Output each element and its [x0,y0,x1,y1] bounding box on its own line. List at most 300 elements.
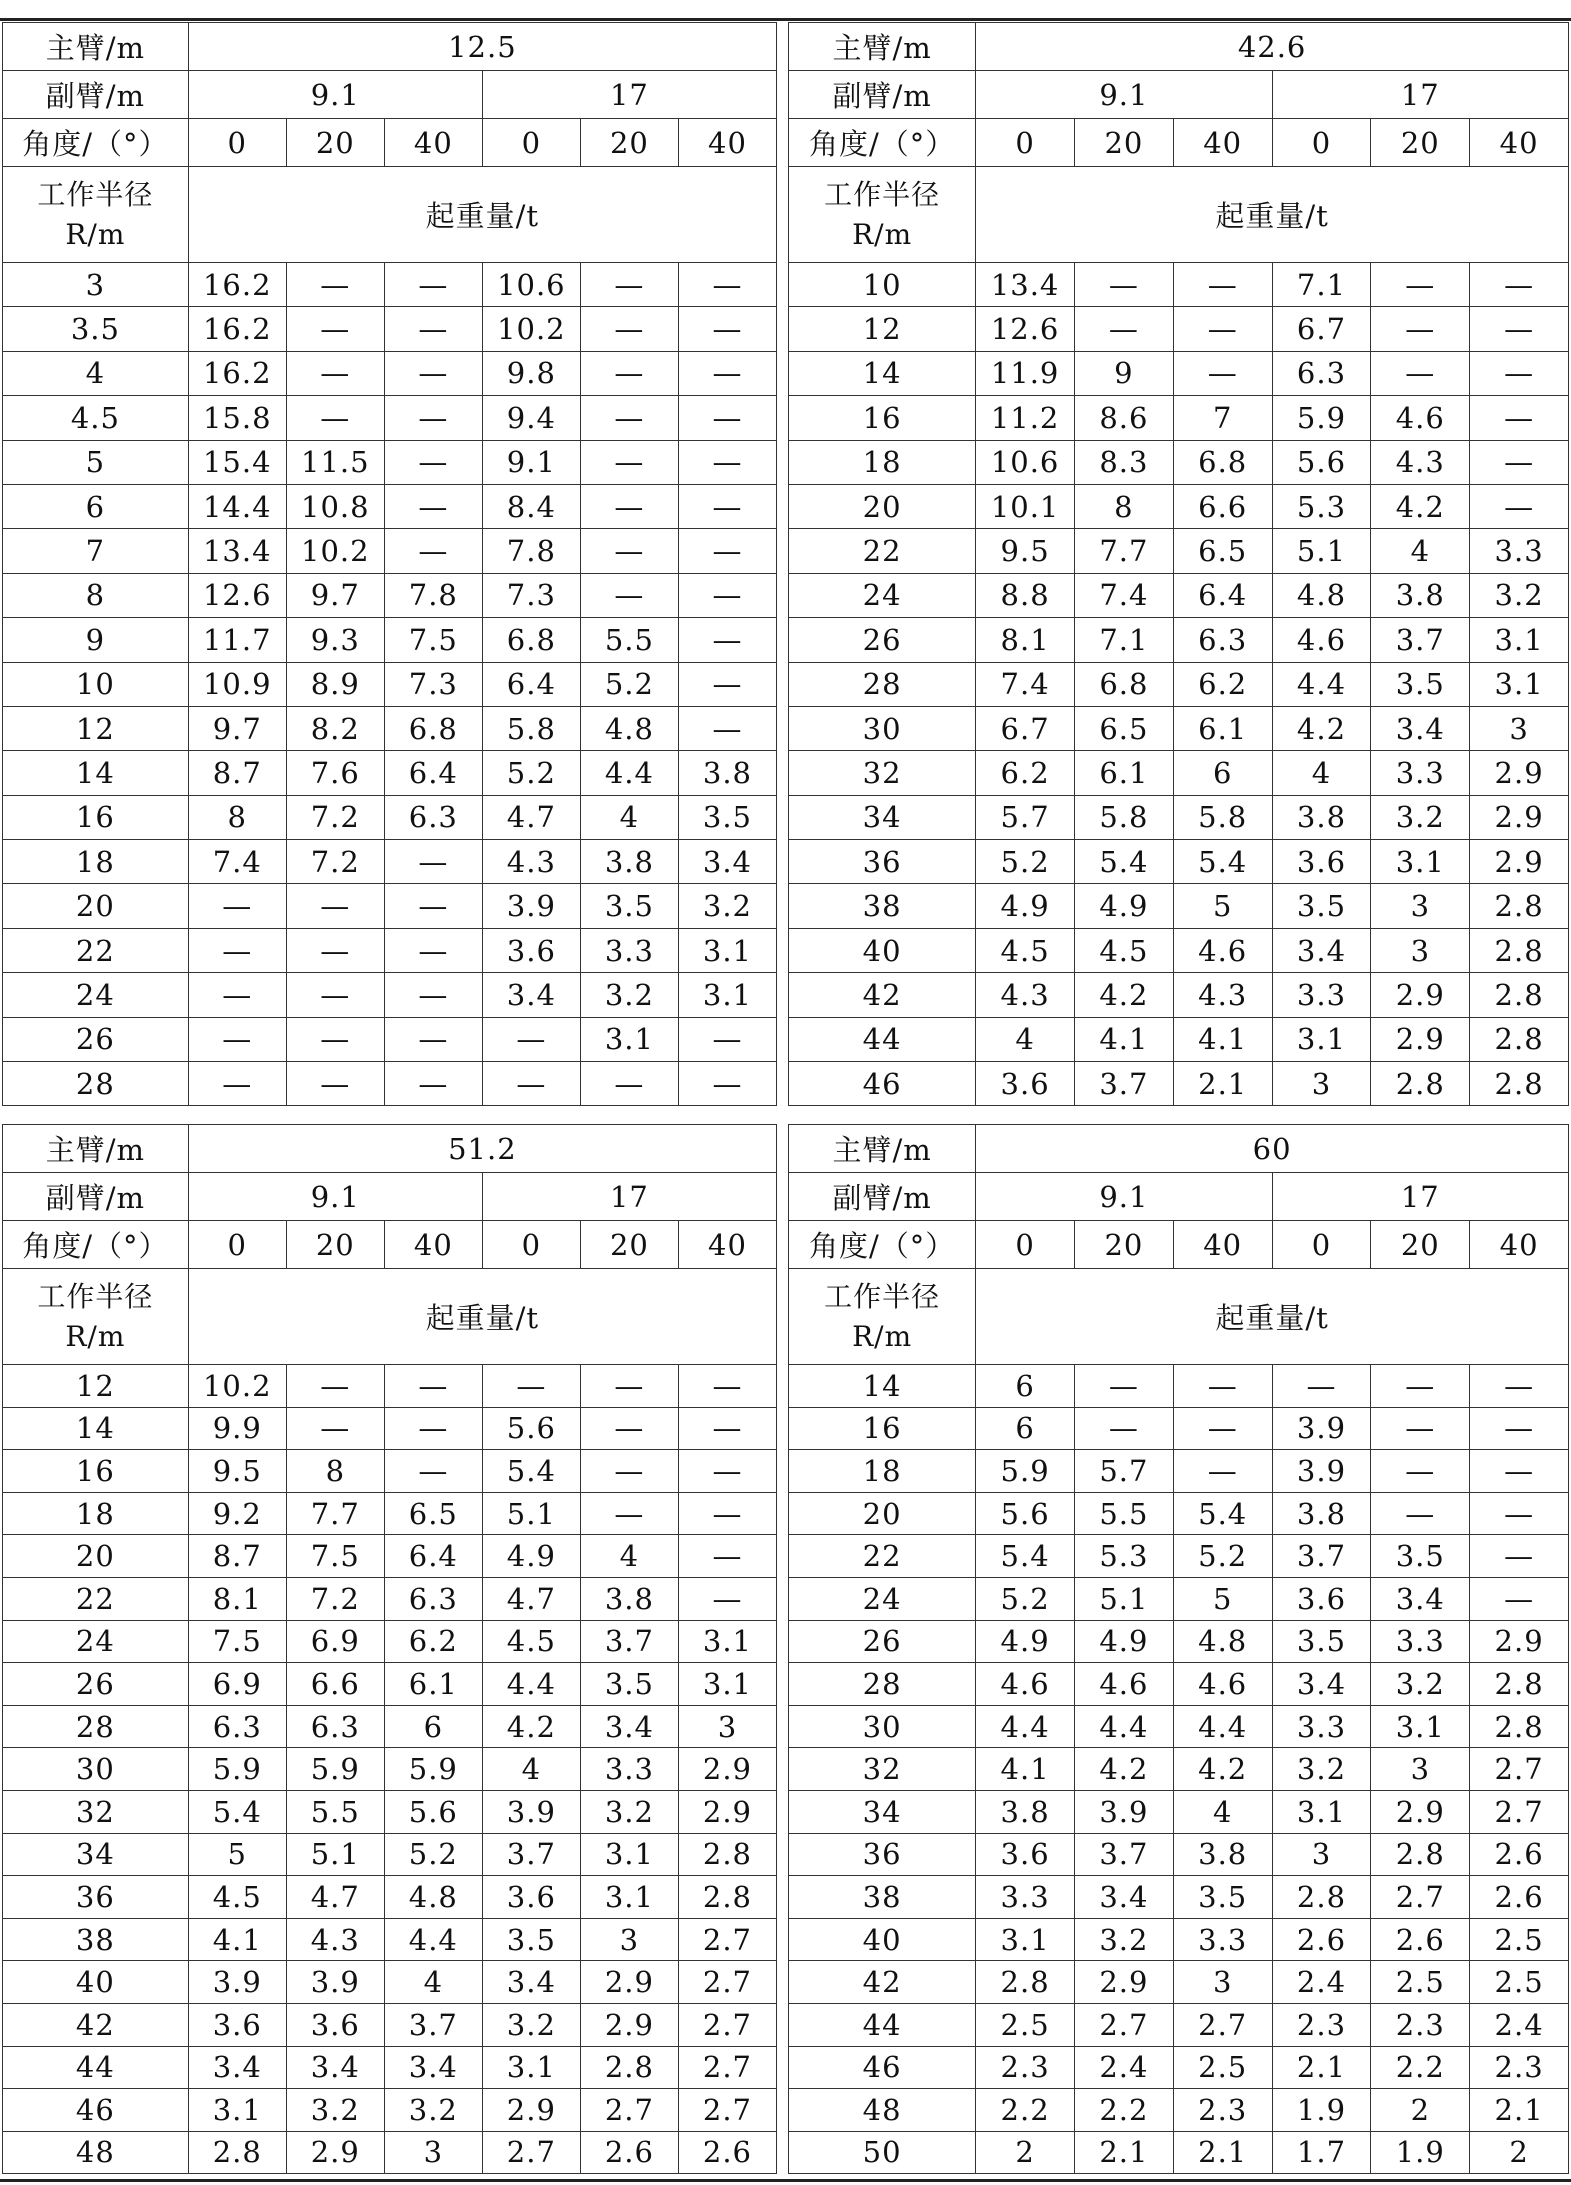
radius-value: 20 [789,484,976,528]
capacity-value: 2.8 [1470,973,1569,1017]
table-row [789,529,1569,573]
capacity-value: 5.9 [384,1748,482,1791]
table-row [789,2003,1569,2046]
capacity-value: 11.9 [976,351,1075,395]
table-row [789,351,1569,395]
capacity-value: 3.7 [384,2003,482,2046]
capacity-value: — [384,351,482,395]
table-row [3,973,777,1017]
capacity-value: 3 [1371,884,1470,928]
capacity-value: — [1075,307,1174,351]
jib-label: 副臂/m [789,71,976,119]
capacity-value: 3.9 [286,1961,384,2004]
capacity-value: 9.9 [188,1407,286,1450]
table-row [3,751,777,795]
capacity-value: — [678,307,776,351]
main-boom-value: 12.5 [188,23,776,71]
capacity-value: 11.2 [976,396,1075,440]
capacity-value: 2.6 [678,2131,776,2174]
radius-value: 16 [3,1450,189,1493]
table-row [3,573,777,617]
capacity-value: 4.2 [1075,1748,1174,1791]
radius-value: 42 [789,973,976,1017]
capacity-value: 4 [580,795,678,839]
capacity-value: 3.8 [1272,795,1371,839]
capacity-value: 3.5 [580,884,678,928]
capacity-value: 2.9 [1371,1790,1470,1833]
radius-value: 9 [3,618,189,662]
capacity-value: 6.5 [384,1492,482,1535]
main-boom-label: 主臂/m [789,1125,976,1173]
capacity-value: 3.3 [1272,1705,1371,1748]
capacity-value: — [678,1577,776,1620]
capacity-value: 3.1 [1272,1790,1371,1833]
table-row [789,1407,1569,1450]
capacity-value: 3.9 [1075,1790,1174,1833]
capacity-value: 4.1 [976,1748,1075,1791]
capacity-value: 7.8 [482,529,580,573]
capacity-value: 5.4 [1173,1492,1272,1535]
radius-label [789,167,976,263]
capacity-value: 4.1 [1173,1017,1272,1061]
capacity-value: 3.2 [678,884,776,928]
capacity-value: 10.6 [482,263,580,307]
main-boom-value: 60 [976,1125,1569,1173]
capacity-value: 3 [1470,706,1569,750]
main-boom-label: 主臂/m [3,1125,189,1173]
capacity-value: 3.3 [1371,751,1470,795]
capacity-value: — [384,973,482,1017]
capacity-value: — [384,396,482,440]
capacity-value: — [678,263,776,307]
capacity-value: 8.9 [286,662,384,706]
capacity-value: 10.2 [286,529,384,573]
capacity-value: 6.4 [482,662,580,706]
capacity-value: 3.5 [1272,884,1371,928]
capacity-value: 3.6 [1272,1577,1371,1620]
capacity-value: — [678,1535,776,1578]
capacity-value: — [678,706,776,750]
capacity-value: — [1371,1450,1470,1493]
radius-value: 12 [3,1365,189,1408]
capacity-value: 3.2 [580,1790,678,1833]
capacity-value: — [188,884,286,928]
radius-value: 18 [789,1450,976,1493]
capacity-value: 2.6 [1371,1918,1470,1961]
capacity-value: 4.6 [1272,618,1371,662]
radius-value: 3 [3,263,189,307]
capacity-value: 3.6 [976,1833,1075,1876]
capacity-value: 4.1 [188,1918,286,1961]
capacity-value: — [1173,1450,1272,1493]
capacity-label: 起重量/t [188,1269,776,1365]
capacity-value: 2.8 [580,2046,678,2089]
capacity-value: 5.8 [1075,795,1174,839]
capacity-value: 3 [1272,1833,1371,1876]
capacity-value: 2.3 [976,2046,1075,2089]
capacity-value: 3.5 [1371,662,1470,706]
capacity-value: 11.7 [188,618,286,662]
capacity-value: — [1371,351,1470,395]
table-row [3,618,777,662]
table-row [3,2046,777,2089]
capacity-value: 6.6 [1173,484,1272,528]
table-row [3,662,777,706]
capacity-value: — [286,1365,384,1408]
angle-value: 20 [1371,119,1470,167]
capacity-value: 4.8 [384,1876,482,1919]
capacity-value: 6.3 [286,1705,384,1748]
radius-value: 12 [789,307,976,351]
capacity-value: 4.4 [580,751,678,795]
capacity-value: 16.2 [188,307,286,351]
capacity-value: 2 [1470,2131,1569,2174]
capacity-value: — [580,1407,678,1450]
capacity-value: — [286,1017,384,1061]
table-row [789,1790,1569,1833]
capacity-value: — [580,484,678,528]
capacity-value: 6.2 [1173,662,1272,706]
table-bottom-rule [0,2179,1571,2182]
table-row [789,573,1569,617]
capacity-value: 2.9 [580,1961,678,2004]
capacity-value: 2.3 [1371,2003,1470,2046]
capacity-value: 2.9 [286,2131,384,2174]
radius-label-line1: 工作半径 [824,1279,941,1313]
table-row [3,1918,777,1961]
capacity-value: 3.4 [286,2046,384,2089]
capacity-value: 4.5 [188,1876,286,1919]
capacity-value: 3.4 [1272,1663,1371,1706]
radius-label-line2: R/m [65,217,126,251]
angle-value: 40 [1173,119,1272,167]
capacity-value: — [188,1017,286,1061]
capacity-value: 2.4 [1272,1961,1371,2004]
capacity-value: — [580,440,678,484]
capacity-value: 2.8 [1272,1876,1371,1919]
table-row [789,662,1569,706]
capacity-value: — [286,396,384,440]
capacity-value: 4.5 [976,928,1075,972]
capacity-value: 2.6 [580,2131,678,2174]
capacity-value: 3 [1371,1748,1470,1791]
capacity-value: — [678,1017,776,1061]
capacity-value: 2.6 [1470,1833,1569,1876]
table-row [789,1748,1569,1791]
capacity-value: 2.8 [1470,884,1569,928]
capacity-value: 3.1 [580,1833,678,1876]
capacity-value: 2.7 [1470,1748,1569,1791]
capacity-value: 2.5 [1371,1961,1470,2004]
capacity-value: 4.2 [1272,706,1371,750]
table-row [3,1062,777,1106]
load-table-block [788,22,1569,1106]
capacity-value: 5.9 [188,1748,286,1791]
capacity-value: — [1075,263,1174,307]
capacity-value: 6.8 [482,618,580,662]
capacity-value: 9.5 [976,529,1075,573]
angle-value: 40 [1470,1221,1569,1269]
capacity-value: 7.4 [188,840,286,884]
capacity-value: 8.7 [188,1535,286,1578]
capacity-value: 6.3 [384,1577,482,1620]
capacity-value: — [482,1062,580,1106]
capacity-value: 6.9 [286,1620,384,1663]
capacity-value: — [384,484,482,528]
jib-length-value: 9.1 [976,71,1272,119]
capacity-value: 6.3 [1272,351,1371,395]
capacity-value: 7.2 [286,840,384,884]
capacity-value: 6.3 [384,795,482,839]
capacity-value: 8.3 [1075,440,1174,484]
jib-label: 副臂/m [789,1173,976,1221]
load-table-block [788,1124,1569,2174]
capacity-value: 6.2 [976,751,1075,795]
angle-value: 0 [976,119,1075,167]
capacity-value: 4.4 [976,1705,1075,1748]
table-row [3,1663,777,1706]
capacity-value: 6.6 [286,1663,384,1706]
capacity-value: — [384,840,482,884]
capacity-value: 4.9 [482,1535,580,1578]
capacity-value: 8.1 [188,1577,286,1620]
radius-value: 4 [3,351,189,395]
capacity-value: — [580,396,678,440]
capacity-value: 9.4 [482,396,580,440]
capacity-value: 4.9 [1075,884,1174,928]
table-row [789,1620,1569,1663]
capacity-value: 4.7 [482,795,580,839]
capacity-value: 3.4 [1371,706,1470,750]
capacity-value: 4.6 [1173,928,1272,972]
capacity-value: 3.1 [1272,1017,1371,1061]
capacity-value: 5.6 [1272,440,1371,484]
capacity-value: 7.6 [286,751,384,795]
table-row [3,1017,777,1061]
capacity-value: 10.8 [286,484,384,528]
capacity-value: — [1371,1407,1470,1450]
capacity-value: 2.1 [1173,2131,1272,2174]
capacity-value: 3.8 [1371,573,1470,617]
radius-value: 24 [3,973,189,1017]
capacity-value: 3.8 [1272,1492,1371,1535]
radius-value: 26 [789,618,976,662]
capacity-value: 2.9 [482,2089,580,2132]
capacity-value: 2.5 [1470,1918,1569,1961]
capacity-value: 2.9 [580,2003,678,2046]
capacity-value: 7.1 [1272,263,1371,307]
capacity-value: — [1173,351,1272,395]
capacity-value: 6.7 [976,706,1075,750]
capacity-value: — [678,529,776,573]
radius-value: 18 [789,440,976,484]
radius-value: 4.5 [3,396,189,440]
capacity-value: 3.3 [1173,1918,1272,1961]
capacity-value: — [1075,1365,1174,1408]
capacity-value: 3.7 [1075,1833,1174,1876]
capacity-value: 3.2 [482,2003,580,2046]
capacity-value: 3.4 [580,1705,678,1748]
capacity-value: 2.9 [678,1790,776,1833]
radius-value: 32 [789,751,976,795]
capacity-value: — [286,351,384,395]
table-row [3,307,777,351]
radius-value: 24 [3,1620,189,1663]
capacity-value: — [384,1062,482,1106]
capacity-value: 4.9 [1075,1620,1174,1663]
capacity-value: 3.6 [286,2003,384,2046]
capacity-value: 2.3 [1272,2003,1371,2046]
capacity-value: 5.1 [1075,1577,1174,1620]
capacity-value: — [384,529,482,573]
table-row [3,484,777,528]
capacity-value: 3.1 [678,928,776,972]
capacity-value: 5.5 [1075,1492,1174,1535]
capacity-value: 6.5 [1075,706,1174,750]
radius-value: 26 [789,1620,976,1663]
capacity-value: — [1075,1407,1174,1450]
capacity-value: — [678,1407,776,1450]
capacity-value: 3.5 [1272,1620,1371,1663]
capacity-value: 2.4 [1470,2003,1569,2046]
capacity-value: 7.2 [286,1577,384,1620]
radius-value: 48 [789,2089,976,2132]
capacity-value: — [286,973,384,1017]
capacity-value: 7.5 [188,1620,286,1663]
cropped-caption-remnant [470,0,1170,12]
radius-value: 28 [789,1663,976,1706]
angle-label: 角度/（°） [789,1221,976,1269]
load-table-block [2,1124,777,2174]
table-row [3,706,777,750]
radius-value: 14 [3,751,189,795]
capacity-value: 5.3 [1075,1535,1174,1578]
capacity-value: 4 [384,1961,482,2004]
angle-value: 20 [580,1221,678,1269]
table-row [3,2131,777,2174]
angle-value: 0 [1272,1221,1371,1269]
angle-value: 20 [1075,1221,1174,1269]
radius-value: 7 [3,529,189,573]
capacity-value: 9.7 [286,573,384,617]
table-row [789,396,1569,440]
capacity-value: 6.1 [384,1663,482,1706]
table-row [789,928,1569,972]
capacity-value: 3 [678,1705,776,1748]
capacity-value: 8.7 [188,751,286,795]
capacity-value: 6 [1173,751,1272,795]
capacity-value: 2.9 [1470,795,1569,839]
capacity-value: — [384,1407,482,1450]
capacity-value: — [678,351,776,395]
angle-value: 40 [384,119,482,167]
capacity-value: — [678,662,776,706]
angle-value: 0 [482,119,580,167]
capacity-value: 9.8 [482,351,580,395]
capacity-value: 7.5 [384,618,482,662]
radius-value: 22 [3,928,189,972]
capacity-value: 7.7 [286,1492,384,1535]
capacity-value: 4.4 [1075,1705,1174,1748]
capacity-value: — [1470,1450,1569,1493]
capacity-value: 2.9 [678,1748,776,1791]
table-row [3,1365,777,1408]
capacity-value: 2.8 [1371,1833,1470,1876]
capacity-value: 2.7 [1173,2003,1272,2046]
capacity-value: 2.7 [1470,1790,1569,1833]
capacity-value: 6.1 [1173,706,1272,750]
capacity-value: — [1173,1365,1272,1408]
capacity-value: — [580,263,678,307]
capacity-value: 3.6 [482,1876,580,1919]
capacity-value: — [1470,307,1569,351]
capacity-value: — [1371,307,1470,351]
capacity-value: — [384,1365,482,1408]
main-boom-label: 主臂/m [3,23,189,71]
radius-value: 44 [789,2003,976,2046]
capacity-value: 2.9 [1371,973,1470,1017]
radius-label-line1: 工作半径 [37,1279,154,1313]
angle-label: 角度/（°） [789,119,976,167]
capacity-value: 3 [1173,1961,1272,2004]
capacity-value: — [286,1062,384,1106]
capacity-value: 10.1 [976,484,1075,528]
capacity-value: 3.9 [1272,1450,1371,1493]
capacity-value: 6.3 [1173,618,1272,662]
capacity-value: — [1173,263,1272,307]
capacity-value: 2.7 [678,2046,776,2089]
capacity-value: 4.4 [384,1918,482,1961]
capacity-value: — [482,1365,580,1408]
table-row [789,1062,1569,1106]
capacity-value: 4.3 [1371,440,1470,484]
capacity-value: — [188,1062,286,1106]
capacity-value: 8.6 [1075,396,1174,440]
radius-value: 50 [789,2131,976,2174]
capacity-value: 3.1 [580,1017,678,1061]
capacity-label: 起重量/t [188,167,776,263]
radius-value: 36 [3,1876,189,1919]
radius-value: 28 [3,1062,189,1106]
capacity-value: 3.5 [678,795,776,839]
angle-value: 20 [286,1221,384,1269]
capacity-value: 13.4 [188,529,286,573]
capacity-value: 11.5 [286,440,384,484]
capacity-value: — [1173,1407,1272,1450]
capacity-value: 10.2 [482,307,580,351]
radius-value: 12 [3,706,189,750]
capacity-value: 4.2 [482,1705,580,1748]
capacity-value: 6.9 [188,1663,286,1706]
jib-length-value: 9.1 [188,71,482,119]
radius-value: 24 [789,573,976,617]
capacity-value: — [286,263,384,307]
radius-value: 32 [789,1748,976,1791]
capacity-value: — [1470,396,1569,440]
radius-value: 44 [789,1017,976,1061]
capacity-value: 4.9 [976,884,1075,928]
capacity-value: 2.6 [1470,1876,1569,1919]
capacity-value: 6.4 [384,1535,482,1578]
capacity-value: 10.2 [188,1365,286,1408]
radius-value: 24 [789,1577,976,1620]
capacity-value: 3.8 [1173,1833,1272,1876]
angle-label: 角度/（°） [3,1221,189,1269]
capacity-value: 8.8 [976,573,1075,617]
capacity-value: 2.8 [1470,1663,1569,1706]
capacity-value: 4.5 [1075,928,1174,972]
capacity-value: 3.5 [580,1663,678,1706]
